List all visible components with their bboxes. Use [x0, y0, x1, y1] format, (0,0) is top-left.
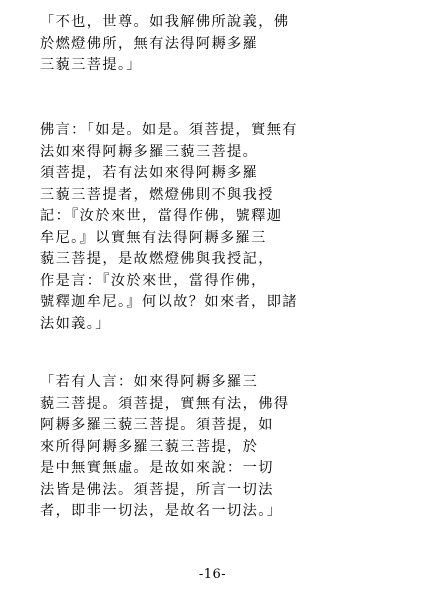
- text-line: 法如來得阿耨多羅三藐三菩提。: [40, 143, 259, 160]
- text-line: 三藐三菩提。」: [40, 57, 143, 73]
- text-line: 「不也，世尊。如我解佛所說義，佛: [40, 14, 290, 30]
- text-line: 牟尼。』以實無有法得阿耨多羅三: [40, 229, 267, 246]
- text-line: 藐三菩提。須菩提，實無有法，佛得: [40, 395, 290, 412]
- paragraph-2: [40, 120, 395, 335]
- text-line: 法皆是佛法。須菩提，所言一切法: [40, 481, 274, 498]
- paragraph-1: [40, 12, 395, 77]
- text-line: 「若有人言：如來得阿耨多羅三: [40, 374, 259, 390]
- paragraph-3: [40, 372, 395, 523]
- page-number: -16-: [198, 567, 227, 582]
- text-line: 阿耨多羅三藐三菩提。須菩提，如: [40, 417, 274, 433]
- text-line: 法如義。」: [40, 315, 111, 332]
- text-line: 佛言：「如是。如是。須菩提，實無有: [40, 122, 298, 138]
- text-line: 三藐三菩提者，燃燈佛則不與我授: [40, 186, 274, 203]
- text-line: 記：『汝於來世，當得作佛，號釋迦: [40, 208, 283, 224]
- text-line: 來所得阿耨多羅三藐三菩提，於: [40, 438, 259, 455]
- text-line: 藐三菩提，是故燃燈佛與我授記，: [40, 251, 274, 267]
- text-line: 是中無實無虛。是故如來說：一切: [40, 460, 274, 476]
- text-line: 者，即非一切法，是故名一切法。」: [40, 503, 283, 519]
- text-line: 作是言：『汝於來世，當得作佛，: [40, 272, 267, 289]
- text-line: 號釋迦牟尼。』何以故？如來者，即諸: [40, 294, 298, 310]
- text-line: 須菩提，若有法如來得阿耨多羅: [40, 165, 259, 181]
- text-line: 於燃燈佛所，無有法得阿耨多羅: [40, 35, 259, 52]
